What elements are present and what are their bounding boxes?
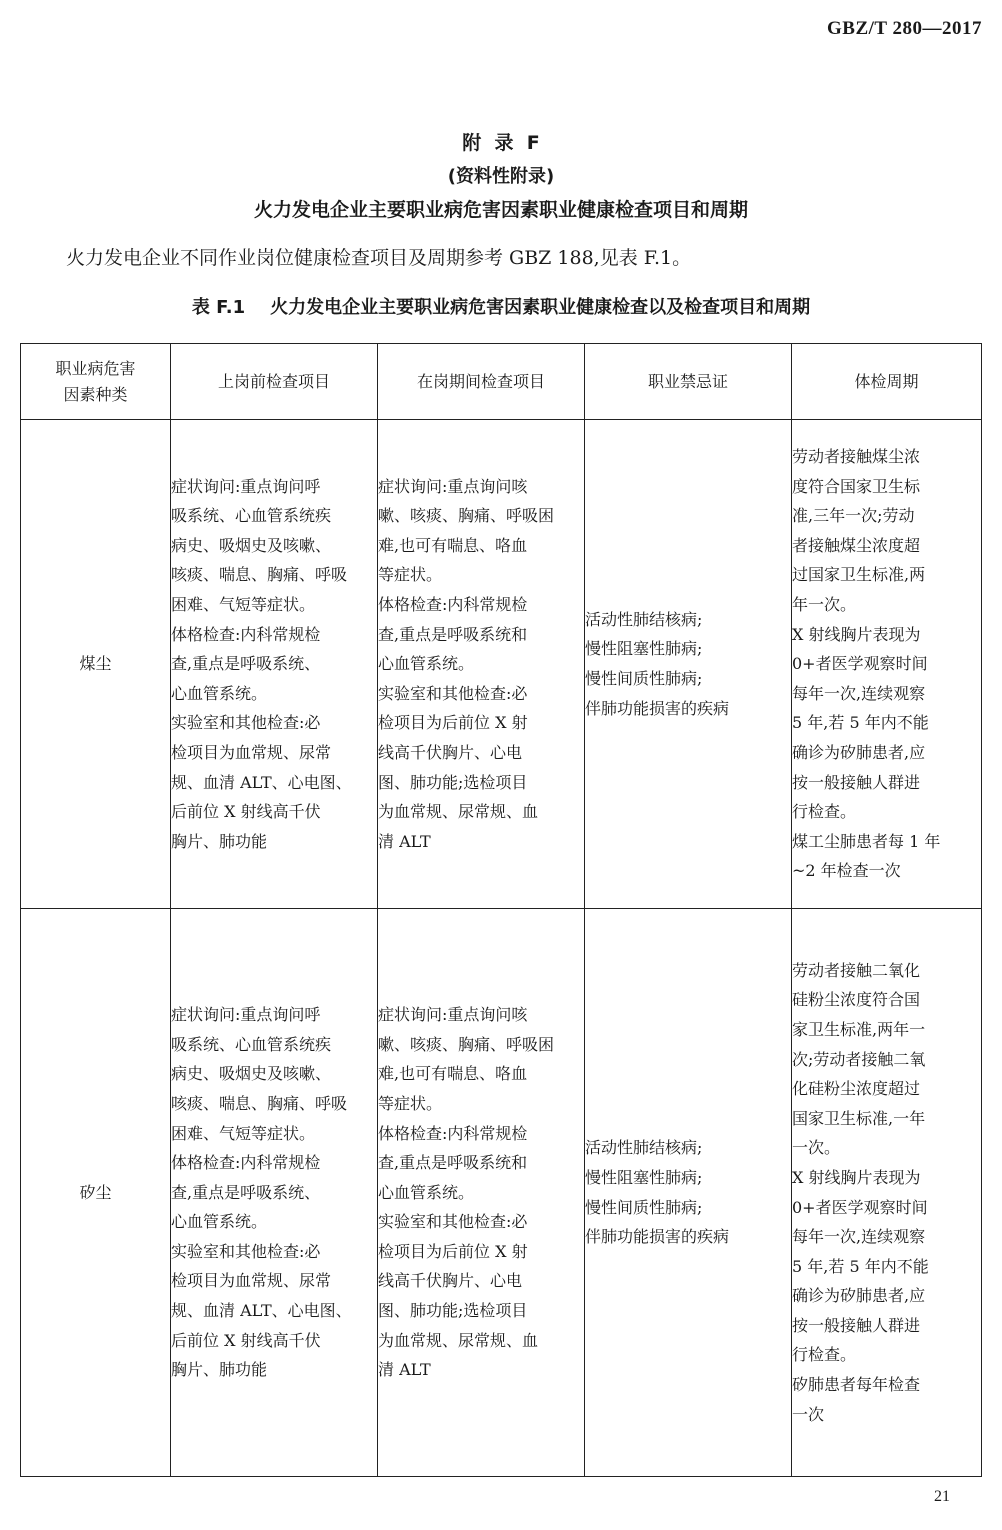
cell-line: 规、血清 ALT、心电图、 [171, 1301, 352, 1321]
cell-line: 胸片、肺功能 [171, 831, 268, 851]
cell-line: 吸系统、心血管系统疾 [171, 506, 332, 526]
cell-line: 难,也可有喘息、咯血 [378, 1064, 528, 1084]
cell-line: 检项目为血常规、尿常 [171, 1271, 332, 1291]
cell-line: 准,三年一次;劳动 [792, 506, 915, 526]
cell-line: 病史、吸烟史及咳嗽、 [171, 535, 332, 555]
on-job-cell [378, 909, 585, 1477]
pre-job-cell [171, 909, 378, 1477]
cell-line: 等症状。 [378, 1093, 443, 1113]
cell-line: 按一般接触人群进 [792, 772, 921, 792]
header-factor [21, 344, 171, 420]
cell-line: X 射线胸片表现为 [792, 624, 921, 644]
cell-line: 国家卫生标准,一年 [792, 1108, 926, 1128]
cell-line: 线高千伏胸片、心电 [378, 742, 523, 762]
appendix-label: 附 录 F [462, 132, 540, 154]
cell-line: 煤工尘肺患者每 1 年 [792, 831, 941, 851]
cell-line: 实验室和其他检查:必 [171, 1241, 321, 1261]
table-row [21, 420, 982, 909]
table-row [21, 909, 982, 1477]
cell-line: 为血常规、尿常规、血 [378, 802, 539, 822]
header-cycle: 体检周期 [792, 344, 982, 420]
cell-line: 硅粉尘浓度符合国 [792, 990, 921, 1010]
contraindication-cell [585, 420, 792, 909]
cell-line: 困难、气短等症状。 [171, 595, 316, 615]
intro-paragraph: 火力发电企业不同作业岗位健康检查项目及周期参考 GBZ 188,见表 F.1。 [66, 247, 692, 269]
cell-line: 等症状。 [378, 565, 443, 585]
contraindication-cell [585, 909, 792, 1477]
cell-line: 活动性肺结核病; [585, 1138, 703, 1158]
cell-line: 实验室和其他检查:必 [378, 683, 528, 703]
cell-line: 嗽、咳痰、胸痛、呼吸困 [378, 1034, 555, 1054]
cell-line: 查,重点是呼吸系统、 [171, 654, 321, 674]
cell-line: 慢性间质性肺病; [585, 669, 703, 688]
cell-line: 0+者医学观察时间 [792, 654, 928, 674]
table-caption: 表 F.1 火力发电企业主要职业病危害因素职业健康检查以及检查项目和周期 [191, 297, 811, 318]
cell-line: 症状询问:重点询问咳 [378, 1005, 528, 1025]
page-number: 21 [934, 1488, 950, 1505]
cell-line: 图、肺功能;选检项目 [378, 1301, 528, 1321]
header-contraindication: 职业禁忌证 [585, 344, 792, 420]
cell-line: 症状询问:重点询问呼 [171, 476, 321, 496]
cell-line: 后前位 X 射线高千伏 [171, 1330, 321, 1350]
factor-cell: 矽尘 [21, 909, 171, 1477]
cell-line: 吸系统、心血管系统疾 [171, 1034, 332, 1054]
cell-line: 确诊为矽肺患者,应 [792, 1286, 926, 1306]
cycle-cell [792, 909, 982, 1477]
cell-line: ~2 年检查一次 [792, 861, 901, 881]
cell-line: 每年一次,连续观察 [792, 1227, 926, 1247]
cell-line: 查,重点是呼吸系统、 [171, 1182, 321, 1202]
cell-line: 症状询问:重点询问咳 [378, 476, 528, 496]
pre-job-cell [171, 420, 378, 909]
cell-line: 慢性间质性肺病; [585, 1197, 703, 1217]
cell-line: 胸片、肺功能 [171, 1360, 268, 1380]
cell-line: 难,也可有喘息、咯血 [378, 535, 528, 555]
cell-line: 心血管系统。 [171, 683, 268, 703]
cell-line: 一次。 [792, 1138, 841, 1158]
health-check-table [20, 343, 982, 1477]
cell-line: 体格检查:内科常规检 [378, 595, 528, 615]
appendix-title: 火力发电企业主要职业病危害因素职业健康检查项目和周期 [253, 199, 748, 221]
cell-line: 化硅粉尘浓度超过 [792, 1079, 921, 1099]
cell-line: 确诊为矽肺患者,应 [792, 742, 926, 762]
cell-line: 病史、吸烟史及咳嗽、 [171, 1064, 332, 1084]
cell-line: 心血管系统。 [378, 1182, 475, 1202]
cycle-cell [792, 420, 982, 909]
cell-line: 查,重点是呼吸系统和 [378, 1153, 528, 1173]
cell-line: 0+者医学观察时间 [792, 1197, 928, 1217]
cell-line: 实验室和其他检查:必 [378, 1212, 528, 1232]
cell-line: 困难、气短等症状。 [171, 1123, 316, 1143]
cell-line: 劳动者接触二氧化 [792, 960, 921, 980]
cell-line: 每年一次,连续观察 [792, 683, 926, 703]
header-factor-line: 因素种类 [63, 384, 128, 404]
cell-line: 心血管系统。 [378, 654, 475, 674]
cell-line: 伴肺功能损害的疾病 [585, 1227, 730, 1247]
cell-line: 为血常规、尿常规、血 [378, 1330, 539, 1350]
table-header-row [21, 344, 982, 420]
cell-line: 清 ALT [378, 831, 431, 851]
cell-line: 慢性阻塞性肺病; [585, 1167, 703, 1187]
cell-line: 检项目为血常规、尿常 [171, 742, 332, 762]
header-pre-job: 上岗前检查项目 [171, 344, 378, 420]
cell-line: 者接触煤尘浓度超 [792, 535, 921, 555]
cell-line: 检项目为后前位 X 射 [378, 1241, 528, 1261]
cell-line: 5 年,若 5 年内不能 [792, 713, 929, 733]
cell-line: 年一次。 [792, 595, 857, 615]
cell-line: 伴肺功能损害的疾病 [585, 698, 730, 718]
cell-line: 线高千伏胸片、心电 [378, 1271, 523, 1291]
cell-line: 次;劳动者接触二氧 [792, 1049, 926, 1069]
appendix-type: (资料性附录) [447, 166, 555, 187]
cell-line: 矽肺患者每年检查 [792, 1375, 921, 1395]
factor-cell: 煤尘 [21, 420, 171, 909]
cell-line: 体格检查:内科常规检 [171, 624, 321, 644]
cell-line: 行检查。 [792, 802, 857, 822]
cell-line: 过国家卫生标准,两 [792, 565, 926, 585]
cell-line: 规、血清 ALT、心电图、 [171, 772, 352, 792]
header-on-job: 在岗期间检查项目 [378, 344, 585, 420]
cell-line: 咳痰、喘息、胸痛、呼吸 [171, 565, 348, 585]
standard-code: GBZ/T 280—2017 [827, 18, 982, 39]
cell-line: 检项目为后前位 X 射 [378, 713, 528, 733]
cell-line: 活动性肺结核病; [585, 609, 703, 629]
cell-line: X 射线胸片表现为 [792, 1167, 921, 1187]
cell-line: 实验室和其他检查:必 [171, 713, 321, 733]
cell-line: 慢性阻塞性肺病; [585, 639, 703, 659]
cell-line: 劳动者接触煤尘浓 [792, 447, 921, 467]
cell-line: 症状询问:重点询问呼 [171, 1005, 321, 1025]
cell-line: 度符合国家卫生标 [792, 476, 921, 496]
cell-line: 5 年,若 5 年内不能 [792, 1256, 929, 1276]
on-job-cell [378, 420, 585, 909]
cell-line: 查,重点是呼吸系统和 [378, 624, 528, 644]
cell-line: 心血管系统。 [171, 1212, 268, 1232]
cell-line: 行检查。 [792, 1345, 857, 1365]
cell-line: 清 ALT [378, 1360, 431, 1380]
cell-line: 体格检查:内科常规检 [171, 1153, 321, 1173]
cell-line: 体格检查:内科常规检 [378, 1123, 528, 1143]
cell-line: 一次 [792, 1404, 825, 1424]
cell-line: 嗽、咳痰、胸痛、呼吸困 [378, 506, 555, 526]
cell-line: 后前位 X 射线高千伏 [171, 802, 321, 822]
cell-line: 按一般接触人群进 [792, 1315, 921, 1335]
cell-line: 图、肺功能;选检项目 [378, 772, 528, 792]
cell-line: 家卫生标准,两年一 [792, 1019, 926, 1039]
cell-line: 咳痰、喘息、胸痛、呼吸 [171, 1093, 348, 1113]
header-factor-line: 职业病危害 [55, 358, 136, 378]
